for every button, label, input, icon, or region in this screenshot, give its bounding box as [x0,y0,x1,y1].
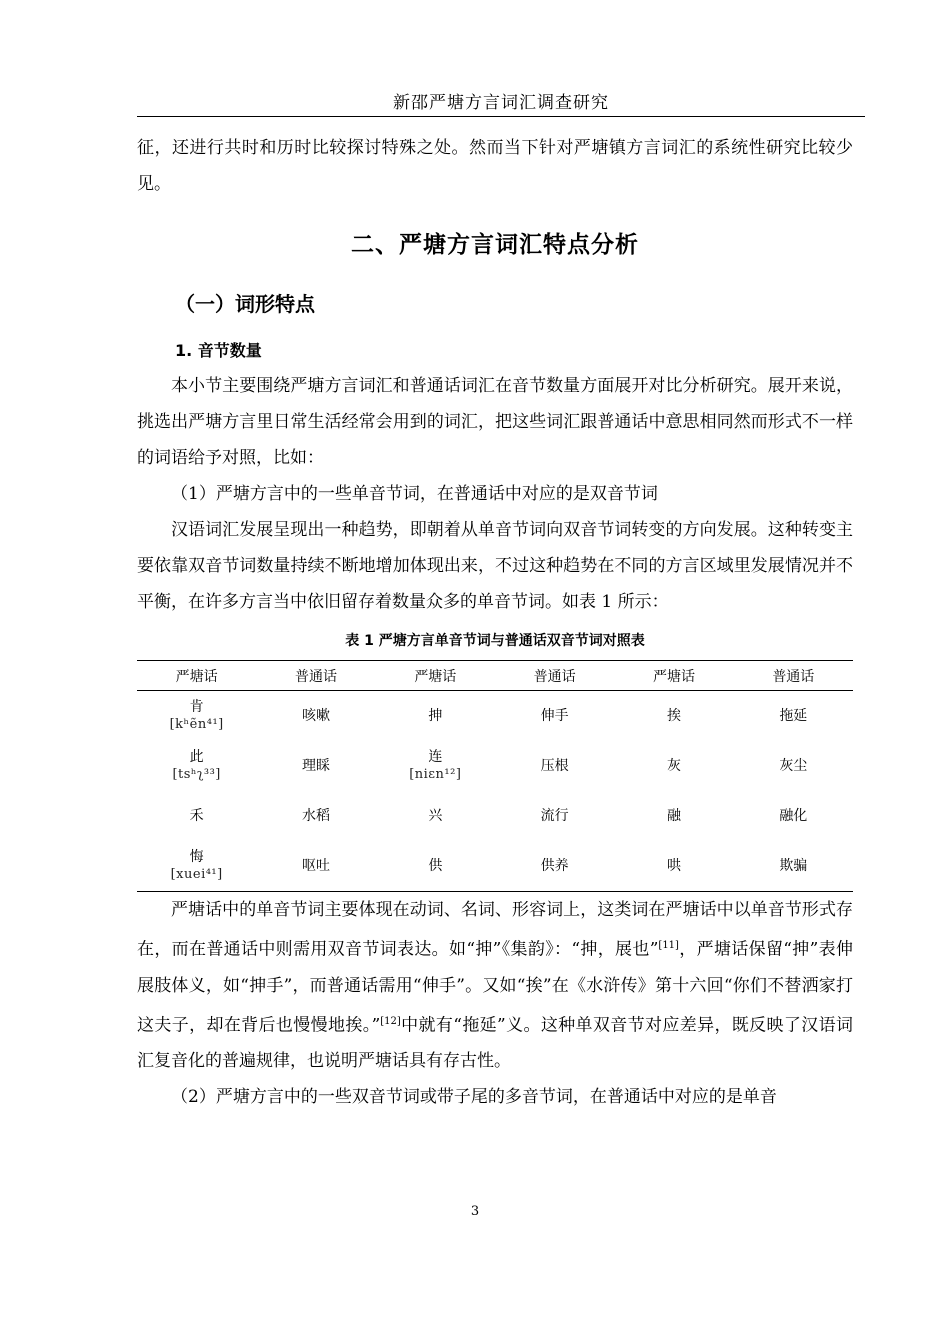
table-cell [376,741,495,791]
table-cell [376,841,495,892]
cell-word: 供 [428,858,443,874]
table-cell [614,691,733,742]
table-cell [376,791,495,841]
cell-ipa: [niɛn¹²] [409,767,462,782]
column-header: 严塘话 [137,661,256,691]
table-cell [734,791,853,841]
subsection-title: （一）词形特点 [175,292,315,316]
citation-ref-11: [11] [658,940,679,951]
table-cell [614,791,733,841]
cell-word: 兴 [428,808,443,824]
paragraph-3-text-a: 严塘话中的单音节词主要体现在动词、名词、形容词上，这类词在严塘话中以单音节形式存在，而在普通话中则需用双音节词表达。如“抻”《集韵》：“抻，展也” [137,900,853,960]
table-row [137,791,853,841]
table-cell [495,691,614,742]
cell-ipa: [kʰẽn⁴¹] [169,717,224,732]
table-cell [256,691,375,742]
table-cell [614,741,733,791]
comparison-table [137,660,853,892]
table-cell [614,841,733,892]
table-cell [256,741,375,791]
table-row [137,741,853,791]
table-caption: 表 1 严塘方言单音节词与普通话双音节词对照表 [345,633,645,649]
cell-word: 挨 [666,708,681,724]
table-cell [376,691,495,742]
table-cell [137,841,256,892]
table-cell [734,841,853,892]
table-cell [256,841,375,892]
header-rule [137,116,865,117]
table-row [137,691,853,742]
page-number: 3 [470,1204,480,1219]
cell-word: 压根 [540,758,569,774]
paragraph-2: 汉语词汇发展呈现出一种趋势，即朝着从单音节词向双音节词转变的方向发展。这种转变主要依靠双音节词数量持续不断地增加体现出来，不过这种趋势在不同的方言区域里发展情况并不平衡，在许多方言当中依旧留存着数量众多的单音节词。如表 1 所示： [137,520,853,612]
cell-word: 伸手 [540,708,569,724]
subsubsection-title: 1. 音节数量 [175,341,262,360]
cell-word: 欺骗 [779,858,808,874]
cell-word: 肯 [189,699,204,715]
cell-word: 水稻 [301,808,330,824]
cell-word: 拖延 [779,708,808,724]
paragraph-3 [137,892,853,1079]
cell-word: 连 [428,749,443,765]
list-item-1: （1）严塘方言中的一些单音节词，在普通话中对应的是双音节词 [171,484,658,504]
cell-word: 呕吐 [301,858,330,874]
page-body [137,130,853,1115]
column-header: 严塘话 [614,661,733,691]
cell-word: 理睬 [301,758,330,774]
table-cell [495,741,614,791]
table-cell [256,791,375,841]
list-item-2: （2）严塘方言中的一些双音节词或带子尾的多音节词，在普通话中对应的是单音 [171,1087,777,1108]
table-cell [495,791,614,841]
cell-word: 哄 [666,858,681,874]
table-header-row [137,661,853,691]
table-cell [137,691,256,742]
cell-word: 供养 [540,858,569,874]
cell-word: 此 [189,749,204,765]
cell-word: 咳嗽 [301,708,330,724]
intro-paragraph: 征，还进行共时和历时比较探讨特殊之处。然而当下针对严塘镇方言词汇的系统性研究比较少见。 [137,138,853,194]
cell-word: 灰 [666,758,681,774]
table-cell [734,691,853,742]
table-cell [495,841,614,892]
column-header: 普通话 [256,661,375,691]
table-cell [734,741,853,791]
cell-ipa: [tsʰʅ³³] [172,767,221,782]
table-cell [137,791,256,841]
citation-ref-12: [12] [380,1015,401,1027]
column-header: 普通话 [495,661,614,691]
cell-word: 流行 [540,808,569,824]
column-header: 严塘话 [376,661,495,691]
table-row [137,841,853,892]
table-body [137,691,853,892]
table-cell [137,741,256,791]
cell-word: 灰尘 [779,758,808,774]
cell-word: 禾 [189,808,204,824]
cell-word: 悔 [189,849,204,865]
running-header: 新邵严塘方言词汇调查研究 [393,93,609,113]
section-title: 二、严塘方言词汇特点分析 [351,232,639,258]
cell-ipa: [xuei⁴¹] [170,867,223,882]
column-header: 普通话 [734,661,853,691]
paragraph-1: 本小节主要围绕严塘方言词汇和普通话词汇在音节数量方面展开对比分析研究。展开来说，挑选出严塘方言里日常生活经常会用到的词汇，把这些词汇跟普通话中意思相同然而形式不一样的词语给予对照，比如： [137,376,853,468]
cell-word: 融化 [779,808,808,824]
paragraph-3-text-c: 中就有“拖延”义。这种单双音节对应差异，既反映了汉语词汇复音化的普遍规律，也说明严塘话具有存古性。 [137,1015,853,1072]
cell-word: 融 [666,808,681,824]
cell-word: 抻 [428,708,443,724]
paragraph-3-text-b: ，严塘话保留“抻”表伸展肢体义，如“抻手”，而普通话需用“伸手”。又如“挨”在《水浒传》第十六回“你们不替洒家打这夫子，却在背后也慢慢地挨。” [137,939,853,1036]
